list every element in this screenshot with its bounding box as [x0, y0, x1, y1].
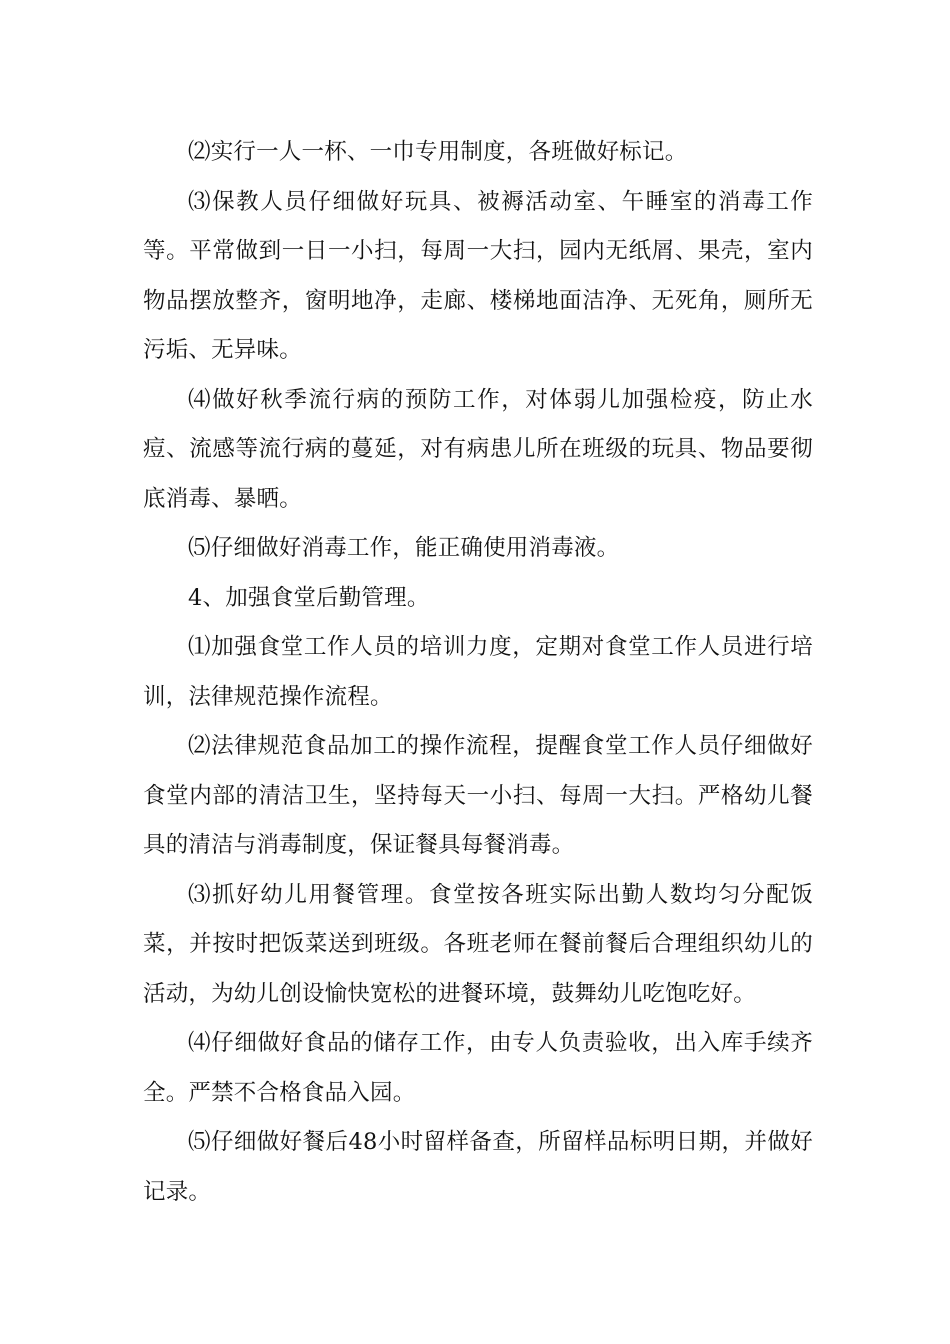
paragraph-food-storage: ⑷仔细做好食品的储存工作，由专人负责验收，出入库手续齐全。严禁不合格食品入园。	[143, 1030, 813, 1106]
paragraph-disinfectant-use: ⑸仔细做好消毒工作，能正确使用消毒液。	[188, 535, 620, 561]
paragraph-disinfection-cleaning: ⑶保教人员仔细做好玩具、被褥活动室、午睡室的消毒工作等。平常做到一日一小扫，每周一大扫，园内无纸屑、果壳，室内物品摆放整齐，窗明地净，走廊、楼梯地面洁净、无死角，厕所无污垢、无异味。	[143, 188, 813, 363]
paragraph-sample-retention: ⑸仔细做好餐后48小时留样备查，所留样品标明日期，并做好记录。	[143, 1129, 813, 1205]
section-heading-canteen: 4、加强食堂后勤管理。	[188, 584, 430, 611]
paragraph-meal-management: ⑶抓好幼儿用餐管理。食堂按各班实际出勤人数均匀分配饭菜，并按时把饭菜送到班级。各班老师在餐前餐后合理组织幼儿的活动，为幼儿创设愉快宽松的进餐环境，鼓舞幼儿吃饱吃好。	[143, 881, 813, 1007]
paragraph-disease-prevention: ⑷做好秋季流行病的预防工作，对体弱儿加强检疫，防止水痘、流感等流行病的蔓延，对有病患儿所在班级的玩具、物品要彻底消毒、暴晒。	[143, 386, 813, 512]
paragraph-tableware-policy: ⑵实行一人一杯、一巾专用制度，各班做好标记。	[188, 139, 688, 165]
paragraph-food-processing: ⑵法律规范食品加工的操作流程，提醒食堂工作人员仔细做好食堂内部的清洁卫生，坚持每天一小扫、每周一大扫。严格幼儿餐具的清洁与消毒制度，保证餐具每餐消毒。	[143, 733, 813, 858]
paragraph-staff-training: ⑴加强食堂工作人员的培训力度，定期对食堂工作人员进行培训，法律规范操作流程。	[143, 634, 813, 710]
document-body	[143, 128, 813, 1217]
